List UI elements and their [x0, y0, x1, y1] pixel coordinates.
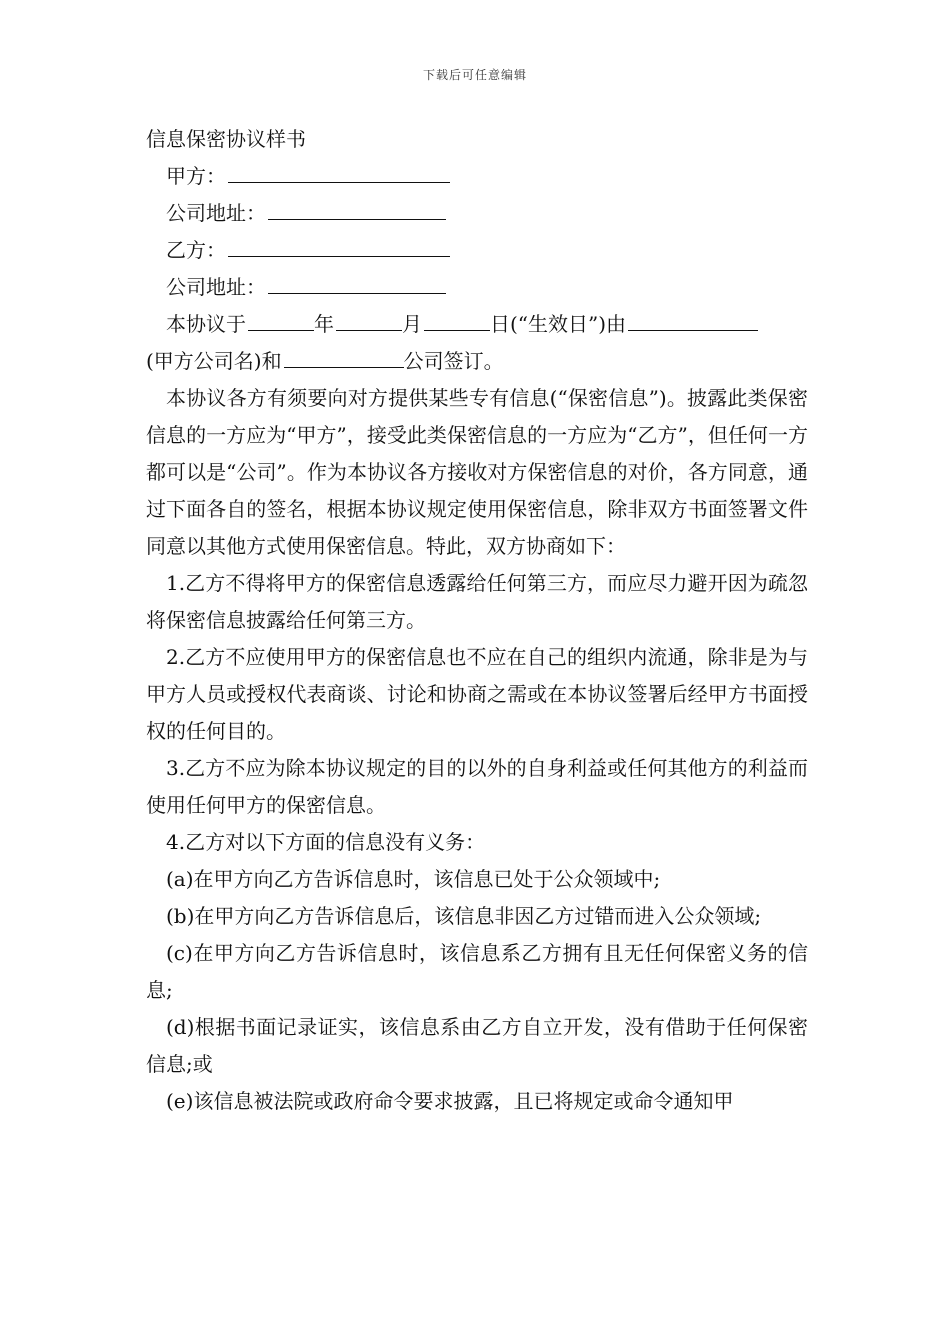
intro-part3: 公司签订。 [403, 349, 504, 373]
party-b-address-label: 公司地址： [166, 275, 266, 299]
clause-2: 2.乙方不应使用甲方的保密信息也不应在自己的组织内流通，除非是为与甲方人员或授权代表商谈、讨论和协商之需或在本协议签署后经甲方书面授权的任何目的。 [146, 645, 808, 743]
party-b-address-line [146, 269, 808, 306]
document-title: 信息保密协议样书 [146, 127, 306, 151]
header-note: 下载后可任意编辑 [422, 68, 527, 82]
party-a-address-label: 公司地址： [166, 201, 266, 225]
paragraph-preamble: 本协议各方有须要向对方提供某些专有信息(“保密信息”)。披露此类保密信息的一方应为“甲方”，接受此类保密信息的一方应为“乙方”，但任何一方都可以是“公司”。作为本协议各方接收对方保密信息的对价，各方同意，通过下面各自的签名，根据本协议规定使用保密信息，除非双方书面签署文件同意以其他方式使用保密信息。特此，双方协商如下： [146, 386, 808, 558]
day-blank [424, 307, 490, 331]
intro-year: 年 [314, 312, 334, 336]
clause-4b: (b)在甲方向乙方告诉信息后，该信息非因乙方过错而进入公众领域; [166, 904, 762, 928]
intro-line-1 [146, 306, 808, 343]
by-blank [628, 307, 758, 331]
party-a-label: 甲方： [166, 164, 226, 188]
intro-line-2 [146, 343, 808, 380]
intro-part1: 本协议于 [166, 312, 246, 336]
document-body [146, 121, 808, 1120]
clause-4: 4.乙方对以下方面的信息没有义务： [166, 830, 486, 854]
intro-month: 月 [402, 312, 422, 336]
clause-4c: (c)在甲方向乙方告诉信息时，该信息系乙方拥有且无任何保密义务的信息; [146, 941, 808, 1002]
party-a-address-blank [268, 196, 446, 220]
party-b-label: 乙方： [166, 238, 226, 262]
clause-4d: (d)根据书面记录证实，该信息系由乙方自立开发，没有借助于任何保密信息;或 [146, 1015, 808, 1076]
intro-part2: (甲方公司名)和 [146, 349, 282, 373]
year-blank [248, 307, 314, 331]
party-a-address-line [146, 195, 808, 232]
clause-4e: (e)该信息被法院或政府命令要求披露，且已将规定或命令通知甲 [166, 1089, 734, 1113]
intro-day: 日(“生效日”)由 [490, 312, 627, 336]
party-a-blank [228, 159, 450, 183]
month-blank [336, 307, 402, 331]
party-b-line [146, 232, 808, 269]
clause-3: 3.乙方不应为除本协议规定的目的以外的自身利益或任何其他方的利益而使用任何甲方的保密信息。 [146, 756, 808, 817]
party-b-address-blank [268, 270, 446, 294]
party-b-blank [228, 233, 450, 257]
clause-1: 1.乙方不得将甲方的保密信息透露给任何第三方，而应尽力避开因为疏忽将保密信息披露给任何第三方。 [146, 571, 808, 632]
party-b-company-blank [284, 344, 404, 368]
clause-4a: (a)在甲方向乙方告诉信息时，该信息已处于公众领域中; [166, 867, 661, 891]
party-a-line [146, 158, 808, 195]
